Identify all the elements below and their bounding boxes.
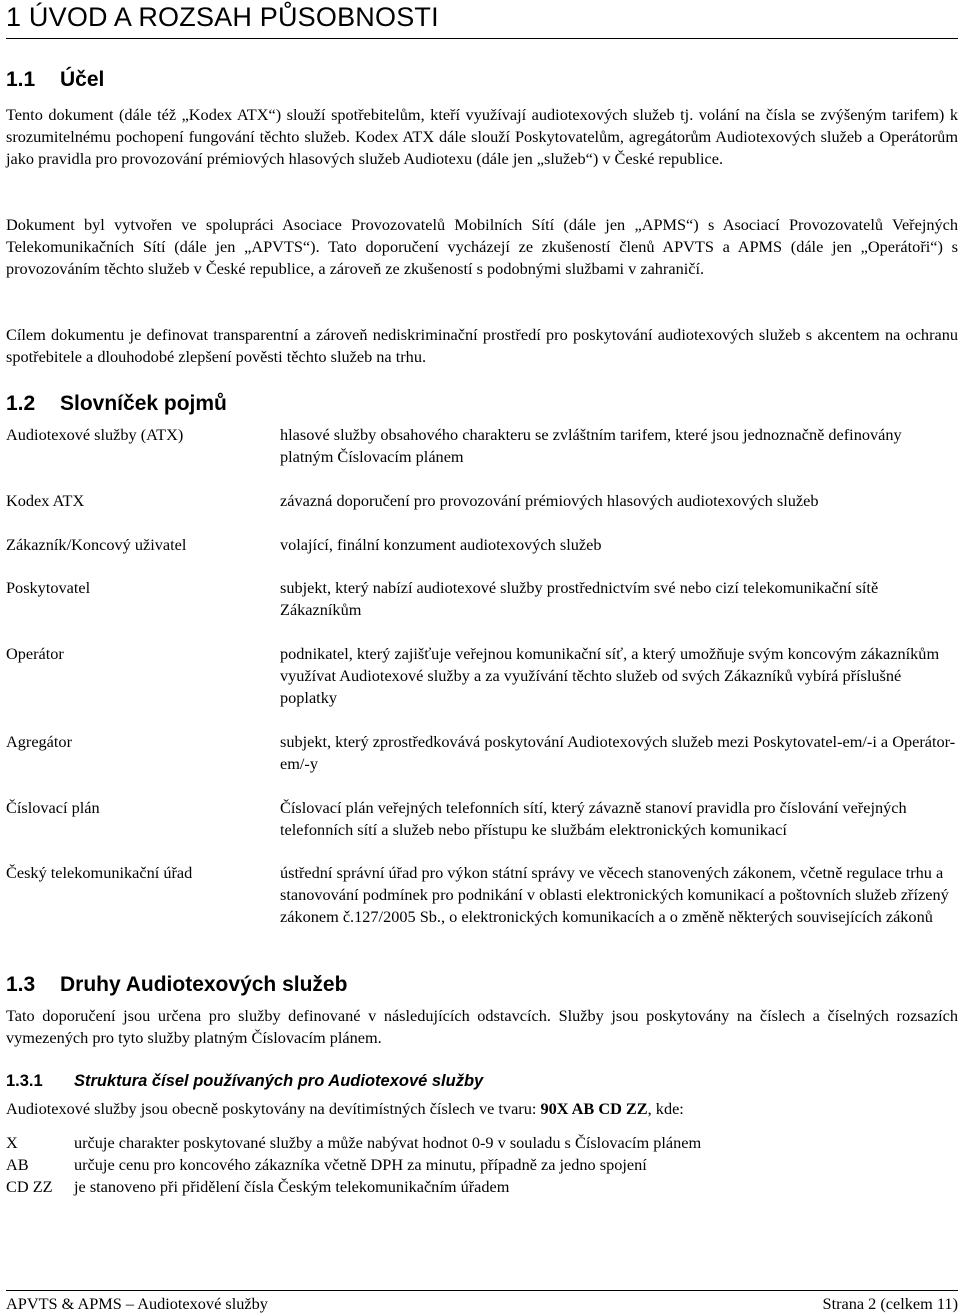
section-number: 1.1: [6, 68, 36, 91]
glossary-term: Operátor: [6, 644, 64, 663]
section-heading-1: 1 ÚVOD A ROZSAH PŮSOBNOSTI: [6, 2, 439, 32]
glossary-term: Kodex ATX: [6, 491, 85, 510]
glossary-term: Číslovací plán: [6, 798, 100, 817]
glossary-definition: hlasové služby obsahového charakteru se zvláštním tarifem, které jsou jednoznačně definovány platným Číslovacím plánem: [280, 425, 902, 466]
glossary-term: Agregátor: [6, 732, 72, 751]
section-heading-1-1: [6, 68, 104, 92]
heading-rule: [6, 38, 958, 39]
glossary-definition: závazná doporučení pro provozování prémiových hlasových audiotexových služeb: [280, 491, 819, 510]
page-number: Strana 2 (celkem 11): [822, 1294, 958, 1313]
number-format: 90X AB CD ZZ: [540, 1099, 648, 1118]
paragraph-service-types: Tato doporučení jsou určena pro služby definované v následujících odstavcích. Služby jsou poskytovány na číslech a číselných rozsazích vymezených pro tyto služby platným Číslovacím plánem.: [6, 1006, 958, 1047]
paragraph-purpose-1: Tento dokument (dále též „Kodex ATX“) slouží spotřebitelům, kteří využívají audiotexových služeb tj. volání na čísla se zvýšeným tarifem) k srozumitelnému pochopení fungování těchto služeb. Kodex ATX dále slouží Poskytovatelům, agregátorům Audiotexových služeb a Operátorům jako pravidla pro provozování prémiových hlasových služeb Audiotexu (dále jen „služeb“) v České republice.: [6, 105, 958, 168]
section-heading-1-2: [6, 392, 227, 416]
paragraph-number-structure: [6, 1098, 958, 1120]
section-title: Druhy Audiotexových služeb: [60, 973, 348, 996]
code-label: CD ZZ: [6, 1177, 53, 1196]
intro-text: Audiotexové služby jsou obecně poskytovány na devítimístných číslech ve tvaru:: [6, 1099, 541, 1118]
section-heading-1-3-1: [6, 1072, 483, 1091]
section-title: Slovníček pojmů: [60, 392, 227, 415]
footer-title: APVTS & APMS – Audiotexové služby: [6, 1294, 268, 1313]
section-number: 1.3: [6, 973, 36, 996]
code-description: určuje cenu pro koncového zákazníka včetně DPH za minutu, případně za jedno spojení: [74, 1155, 647, 1174]
section-number: 1.3.1: [6, 1072, 43, 1090]
code-description: určuje charakter poskytované služby a může nabývat hodnot 0-9 v souladu s Číslovacím plánem: [74, 1133, 702, 1152]
code-description: je stanoveno při přidělení čísla Českým telekomunikačním úřadem: [74, 1177, 510, 1196]
section-heading-1-3: [6, 973, 347, 997]
code-label: X: [6, 1133, 18, 1152]
paragraph-purpose-3: Cílem dokumentu je definovat transparentní a zároveň nediskriminační prostředí pro poskytování audiotexových služeb s akcentem na ochranu spotřebitele a dlouhodobé zlepšení pověsti těchto služeb na trhu.: [6, 325, 958, 366]
glossary-definition: volající, finální konzument audiotexových služeb: [280, 535, 602, 554]
code-label: AB: [6, 1155, 29, 1174]
code-row: [6, 1176, 958, 1198]
section-number: 1.2: [6, 392, 36, 415]
glossary-term: Poskytovatel: [6, 578, 91, 597]
glossary-definition: ústřední správní úřad pro výkon státní správy ve věcech stanovených zákonem, včetně regulace trhu a stanovování podmínek pro podnikání v oblasti elektronických komunikací a poštovních služeb zřízený zákonem č.127/2005 Sb., o elektronických komunikacích a o změně některých souvisejících zákonů: [280, 863, 949, 926]
code-row: [6, 1132, 958, 1154]
section-title: Struktura čísel používaných pro Audiotexové služby: [74, 1072, 484, 1090]
glossary-definition: Číslovací plán veřejných telefonních sítí, který závazně stanoví pravidla pro číslování veřejných telefonních sítí a služeb nebo přístupu ke službám elektronických komunikací: [280, 798, 907, 839]
glossary-definition: subjekt, který zprostředkovává poskytování Audiotexových služeb mezi Poskytovatel-em/-i a Operátor-em/-y: [280, 732, 956, 773]
glossary-definition: subjekt, který nabízí audiotexové služby prostřednictvím své nebo cizí telekomunikační sítě Zákazníkům: [280, 578, 879, 619]
code-row: [6, 1154, 958, 1176]
glossary-term: Audiotexové služby (ATX): [6, 425, 184, 444]
glossary-term: Zákazník/Koncový uživatel: [6, 535, 187, 554]
footer-rule: [6, 1290, 958, 1291]
glossary-term: Český telekomunikační úřad: [6, 863, 193, 882]
glossary-definition: podnikatel, který zajišťuje veřejnou komunikační síť, a který umožňuje svým koncovým zákazníkům využívat Audiotexové služby a za využívání těchto služeb od svých Zákazníků vybírá příslušné poplatky: [280, 644, 940, 707]
paragraph-purpose-2: Dokument byl vytvořen ve spolupráci Asociace Provozovatelů Mobilních Sítí (dále jen „APMS“) s Asociací Provozovatelů Veřejných Telekomunikačních Sítí (dále jen „APVTS“). Tato doporučení vycházejí ze zkušeností členů APVTS a APMS (dále jen „Operátoři“) s provozováním těchto služeb v České republice, a zároveň ze zkušeností s podobnými službami v zahraničí.: [6, 215, 958, 278]
intro-text-end: , kde:: [647, 1099, 684, 1118]
section-title: Účel: [60, 68, 105, 91]
